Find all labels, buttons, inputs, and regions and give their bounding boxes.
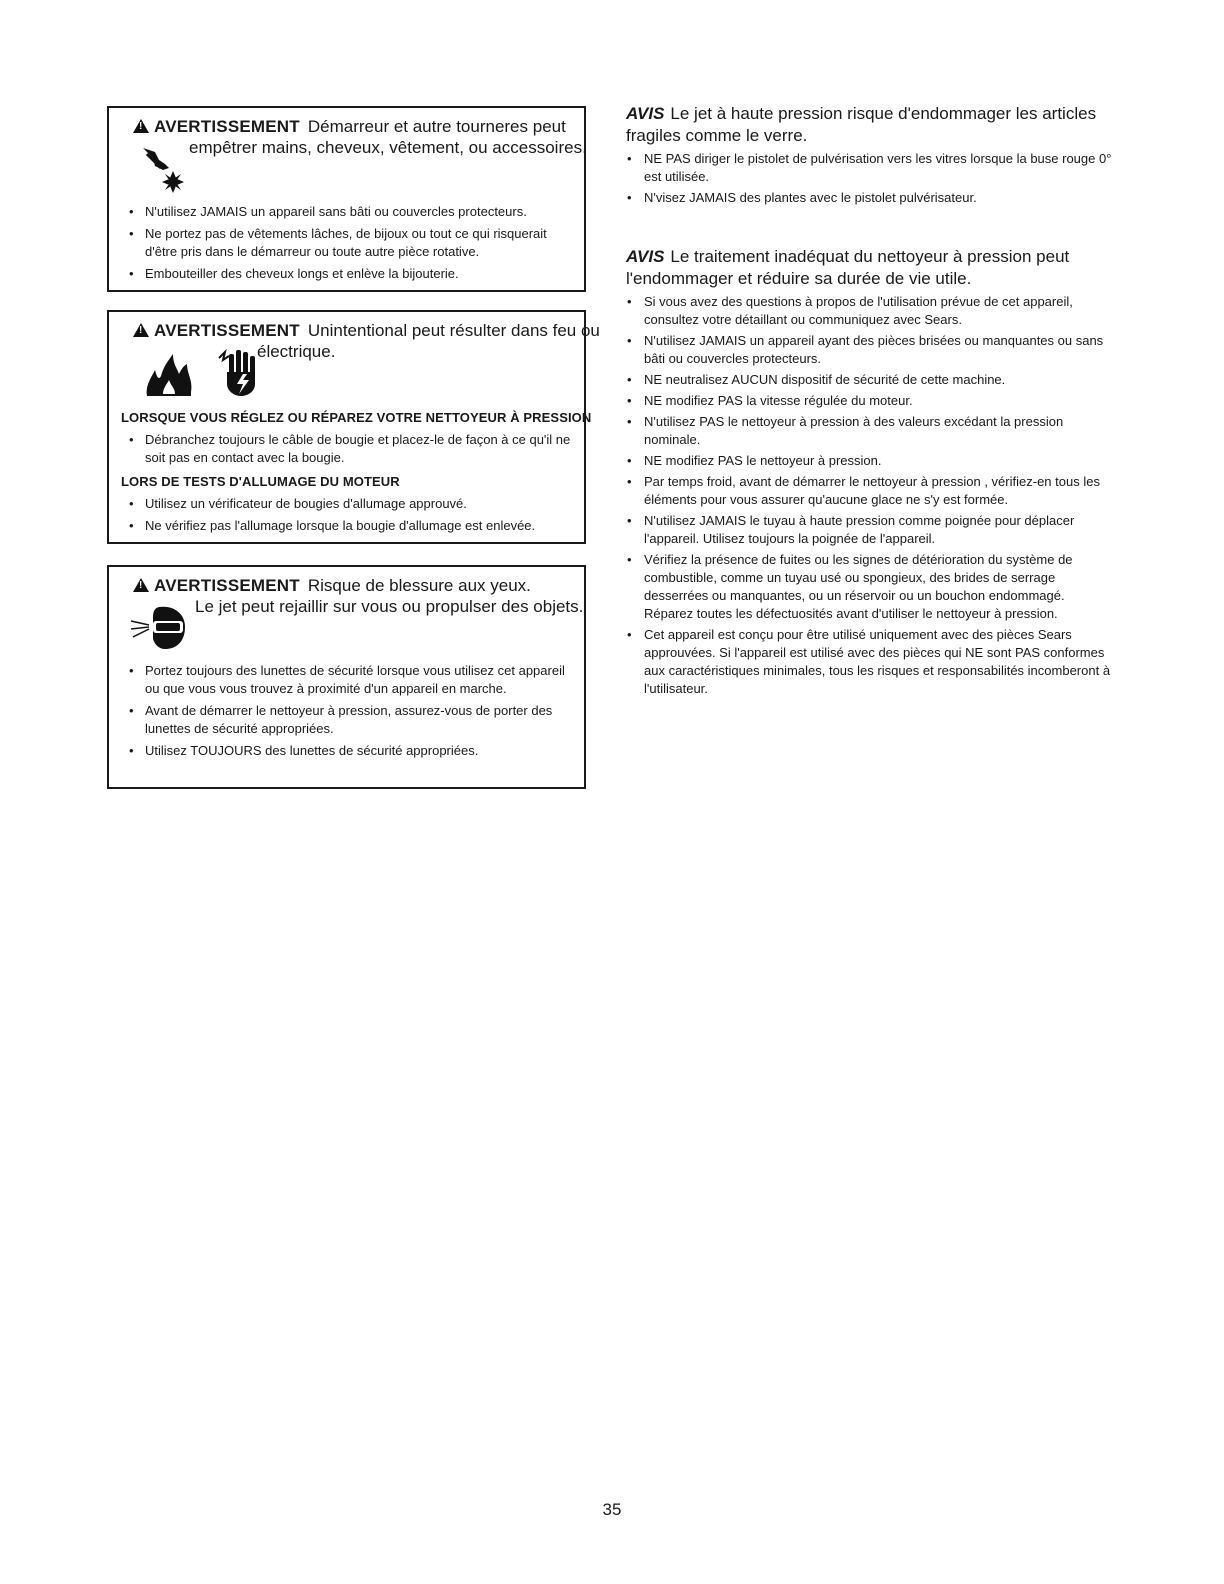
warning-box-fire-shock — [107, 310, 600, 544]
list-item: • N'utilisez JAMAIS le tuyau à haute pression comme poignée pour déplacer l'appareil. Utilisez toujours la poignée de l'appareil. — [626, 512, 1116, 548]
list-item: • Utilisez TOUJOURS des lunettes de sécurité appropriées. — [121, 742, 574, 760]
notice-headline: Le jet à haute pression risque d'endommager les articles fragiles comme le verre. — [626, 104, 1097, 145]
warning-box-entanglement — [107, 106, 586, 292]
hand-entanglement-icon — [141, 146, 187, 196]
warning-box-eye-injury — [107, 565, 586, 789]
list-item: • N'utilisez JAMAIS un appareil ayant des pièces brisées ou manquantes ou sans bâti ou couvercles protecteurs. — [626, 332, 1116, 368]
notice-improper-handling — [626, 246, 1116, 698]
section-title: LORS DE TESTS D'ALLUMAGE DU MOTEUR — [121, 474, 400, 489]
warning-header — [121, 320, 600, 363]
warning-headline: Unintentional peut résulter dans feu ou — [307, 321, 600, 340]
notice-keyword: AVIS — [626, 104, 665, 123]
warning-header — [121, 116, 587, 159]
list-item: • Ne portez pas de vêtements lâches, de bijoux ou tout ce qui risquerait d'être pris dans le démarreur ou toute autre pièce rotative. — [121, 225, 574, 261]
warning-list — [121, 662, 574, 760]
list-item: • NE PAS diriger le pistolet de pulvérisation vers les vitres lorsque la buse rouge 0° est utilisée. — [626, 150, 1116, 186]
warning-headline-continued: Le jet peut rejaillir sur vous ou propulser des objets. — [195, 597, 584, 616]
list-item: • Débranchez toujours le câble de bougie et placez-le de façon à ce qu'il ne soit pas en contact avec la bougie. — [121, 431, 574, 467]
warning-headline-continued: électrique. — [257, 342, 336, 361]
warning-keyword: AVERTISSEMENT — [154, 576, 300, 595]
warning-keyword: AVERTISSEMENT — [154, 117, 300, 136]
warning-list — [121, 203, 574, 283]
list-item: • Embouteiller des cheveux longs et enlève la bijouterie. — [121, 265, 574, 283]
safety-goggles-icon — [129, 601, 189, 651]
warning-headline: Risque de blessure aux yeux. — [307, 576, 531, 595]
warning-keyword: AVERTISSEMENT — [154, 321, 300, 340]
warning-headline-continued: empêtrer mains, cheveux, vêtement, ou accessoires. — [189, 138, 587, 157]
section-title: LORSQUE VOUS RÉGLEZ OU RÉPAREZ VOTRE NETTOYEUR À PRESSION — [121, 410, 592, 425]
electric-shock-icon — [217, 348, 257, 398]
list-item: • Portez toujours des lunettes de sécurité lorsque vous utilisez cet appareil ou que vous vous trouvez à proximité d'un appareil en marche. — [121, 662, 574, 698]
list-item: • N'utilisez PAS le nettoyeur à pression à des valeurs excédant la pression nominale. — [626, 413, 1116, 449]
list-item: • N'visez JAMAIS des plantes avec le pistolet pulvérisateur. — [626, 189, 1116, 207]
fire-icon — [143, 348, 197, 398]
warning-list — [121, 495, 574, 535]
warning-list — [121, 431, 574, 467]
list-item: • Ne vérifiez pas l'allumage lorsque la bougie d'allumage est enlevée. — [121, 517, 574, 535]
list-item: • Vérifiez la présence de fuites ou les signes de détérioration du système de combustible, comme un tuyau usé ou spongieux, des brides de serrage desserrées ou manquantes, ou un réservoir ou un bouchon endommagé. Réparez toutes les défectuosités avant d'utiliser le nettoyeur à pression. — [626, 551, 1116, 623]
warning-triangle-icon — [133, 119, 149, 133]
warning-triangle-icon — [133, 578, 149, 592]
notice-list — [626, 293, 1116, 698]
list-item: • NE modifiez PAS la vitesse régulée du moteur. — [626, 392, 1116, 410]
notice-list — [626, 150, 1116, 207]
notice-headline: Le traitement inadéquat du nettoyeur à pression peut l'endommager et réduire sa durée de vie utile. — [626, 247, 1070, 288]
warning-header — [121, 575, 584, 618]
list-item: • N'utilisez JAMAIS un appareil sans bâti ou couvercles protecteurs. — [121, 203, 574, 221]
list-item: • Cet appareil est conçu pour être utilisé uniquement avec des pièces Sears approuvées. Si l'appareil est utilisé avec des pièces qui NE sont PAS conformes aux caractéristiques minimales, tous les risques et responsabilités incomberont à l'utilisateur. — [626, 626, 1116, 698]
notice-glass-damage — [626, 103, 1116, 207]
list-item: • Par temps froid, avant de démarrer le nettoyeur à pression , vérifiez-en tous les éléments pour vous assurer qu'aucune glace ne s'y est formée. — [626, 473, 1116, 509]
list-item: • Utilisez un vérificateur de bougies d'allumage approuvé. — [121, 495, 574, 513]
page-number: 35 — [602, 1500, 622, 1519]
list-item: • NE neutralisez AUCUN dispositif de sécurité de cette machine. — [626, 371, 1116, 389]
list-item: • Si vous avez des questions à propos de l'utilisation prévue de cet appareil, consultez votre détaillant ou communiquez avec Sears. — [626, 293, 1116, 329]
notice-keyword: AVIS — [626, 247, 665, 266]
list-item: • Avant de démarrer le nettoyeur à pression, assurez-vous de porter des lunettes de sécurité appropriées. — [121, 702, 574, 738]
warning-triangle-icon — [133, 323, 149, 337]
list-item: • NE modifiez PAS le nettoyeur à pression. — [626, 452, 1116, 470]
warning-headline: Démarreur et autre tourneres peut — [307, 117, 566, 136]
